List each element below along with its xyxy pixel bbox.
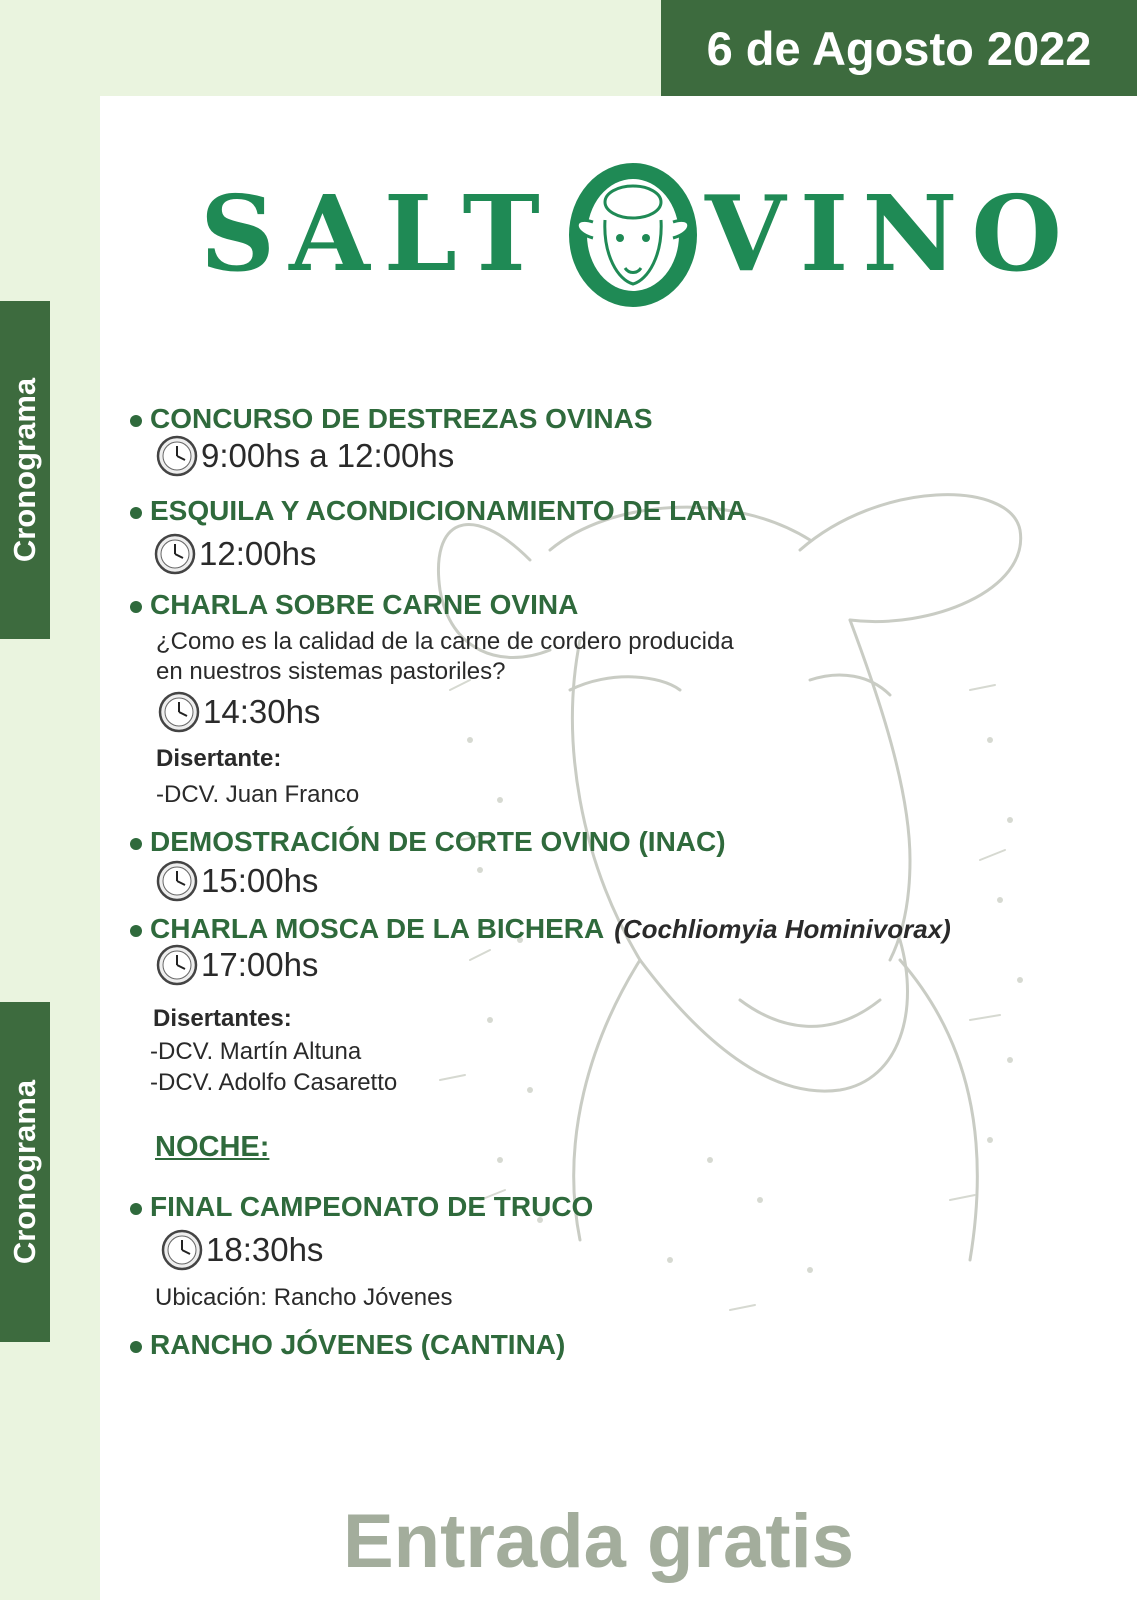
item-title: RANCHO JÓVENES (CANTINA): [150, 1329, 566, 1360]
item-title: FINAL CAMPEONATO DE TRUCO: [150, 1191, 594, 1222]
bullet-icon: [130, 1203, 142, 1215]
schedule-item: [130, 403, 653, 435]
item-time: 18:30hs: [206, 1231, 324, 1268]
logo-text-right: VINO: [705, 172, 1076, 295]
sheep-head-logo-icon: [563, 160, 703, 310]
item-time: 9:00hs a 12:00hs: [201, 437, 455, 474]
bullet-icon: [130, 507, 142, 519]
clock-icon: [155, 434, 199, 478]
logo-text-left: SALT: [200, 172, 554, 295]
night-section-heading: NOCHE:: [155, 1131, 270, 1163]
clock-icon: [157, 690, 201, 734]
speaker-name: -DCV. Martín Altuna: [150, 1038, 362, 1065]
schedule-item: [130, 1191, 593, 1223]
time-row: [157, 690, 320, 734]
bullet-icon: [130, 601, 142, 613]
time-row: [155, 434, 454, 478]
item-title: CHARLA SOBRE CARNE OVINA: [150, 589, 579, 620]
schedule-item: [130, 826, 726, 858]
side-tab-cronograma-top: [0, 301, 50, 639]
item-location: Ubicación: Rancho Jóvenes: [155, 1284, 453, 1311]
side-tab-label: Cronograma: [7, 1079, 42, 1265]
item-title: ESQUILA Y ACONDICIONAMIENTO DE LANA: [150, 495, 747, 526]
bullet-icon: [130, 415, 142, 427]
schedule-item: [130, 913, 951, 945]
time-row: [153, 532, 316, 576]
side-tab-cronograma-bottom: [0, 1002, 50, 1342]
speaker-label: Disertante:: [156, 745, 282, 772]
scientific-name: (Cochliomyia Hominivorax): [614, 914, 951, 944]
item-time: 12:00hs: [199, 535, 317, 572]
free-entry-footer: Entrada gratis: [342, 1499, 855, 1584]
schedule-item: [130, 589, 578, 621]
schedule-item: [130, 1329, 565, 1361]
item-time: 17:00hs: [201, 946, 319, 983]
clock-icon: [155, 859, 199, 903]
event-date: 6 de Agosto 2022: [661, 0, 1137, 96]
speaker-name: -DCV. Adolfo Casaretto: [150, 1069, 398, 1096]
left-background-band: [0, 0, 100, 1600]
bullet-icon: [130, 1341, 142, 1353]
clock-icon: [155, 943, 199, 987]
speaker-name: -DCV. Juan Franco: [156, 781, 360, 808]
speaker-label: Disertantes:: [153, 1005, 292, 1032]
item-subtitle: en nuestros sistemas pastoriles?: [156, 658, 506, 685]
time-row: [155, 859, 318, 903]
side-tab-label: Cronograma: [7, 377, 42, 563]
item-time: 15:00hs: [201, 862, 319, 899]
item-time: 14:30hs: [203, 693, 321, 730]
bullet-icon: [130, 838, 142, 850]
bullet-icon: [130, 925, 142, 937]
item-title: DEMOSTRACIÓN DE CORTE OVINO (INAC): [150, 826, 726, 857]
time-row: [160, 1228, 323, 1272]
item-subtitle: ¿Como es la calidad de la carne de cordero producida: [156, 628, 734, 655]
item-title: CHARLA MOSCA DE LA BICHERA: [150, 913, 605, 944]
schedule-item: [130, 495, 747, 527]
clock-icon: [160, 1228, 204, 1272]
clock-icon: [153, 532, 197, 576]
saltovino-logo: [200, 160, 1076, 310]
time-row: [155, 943, 318, 987]
item-title: CONCURSO DE DESTREZAS OVINAS: [150, 403, 653, 434]
